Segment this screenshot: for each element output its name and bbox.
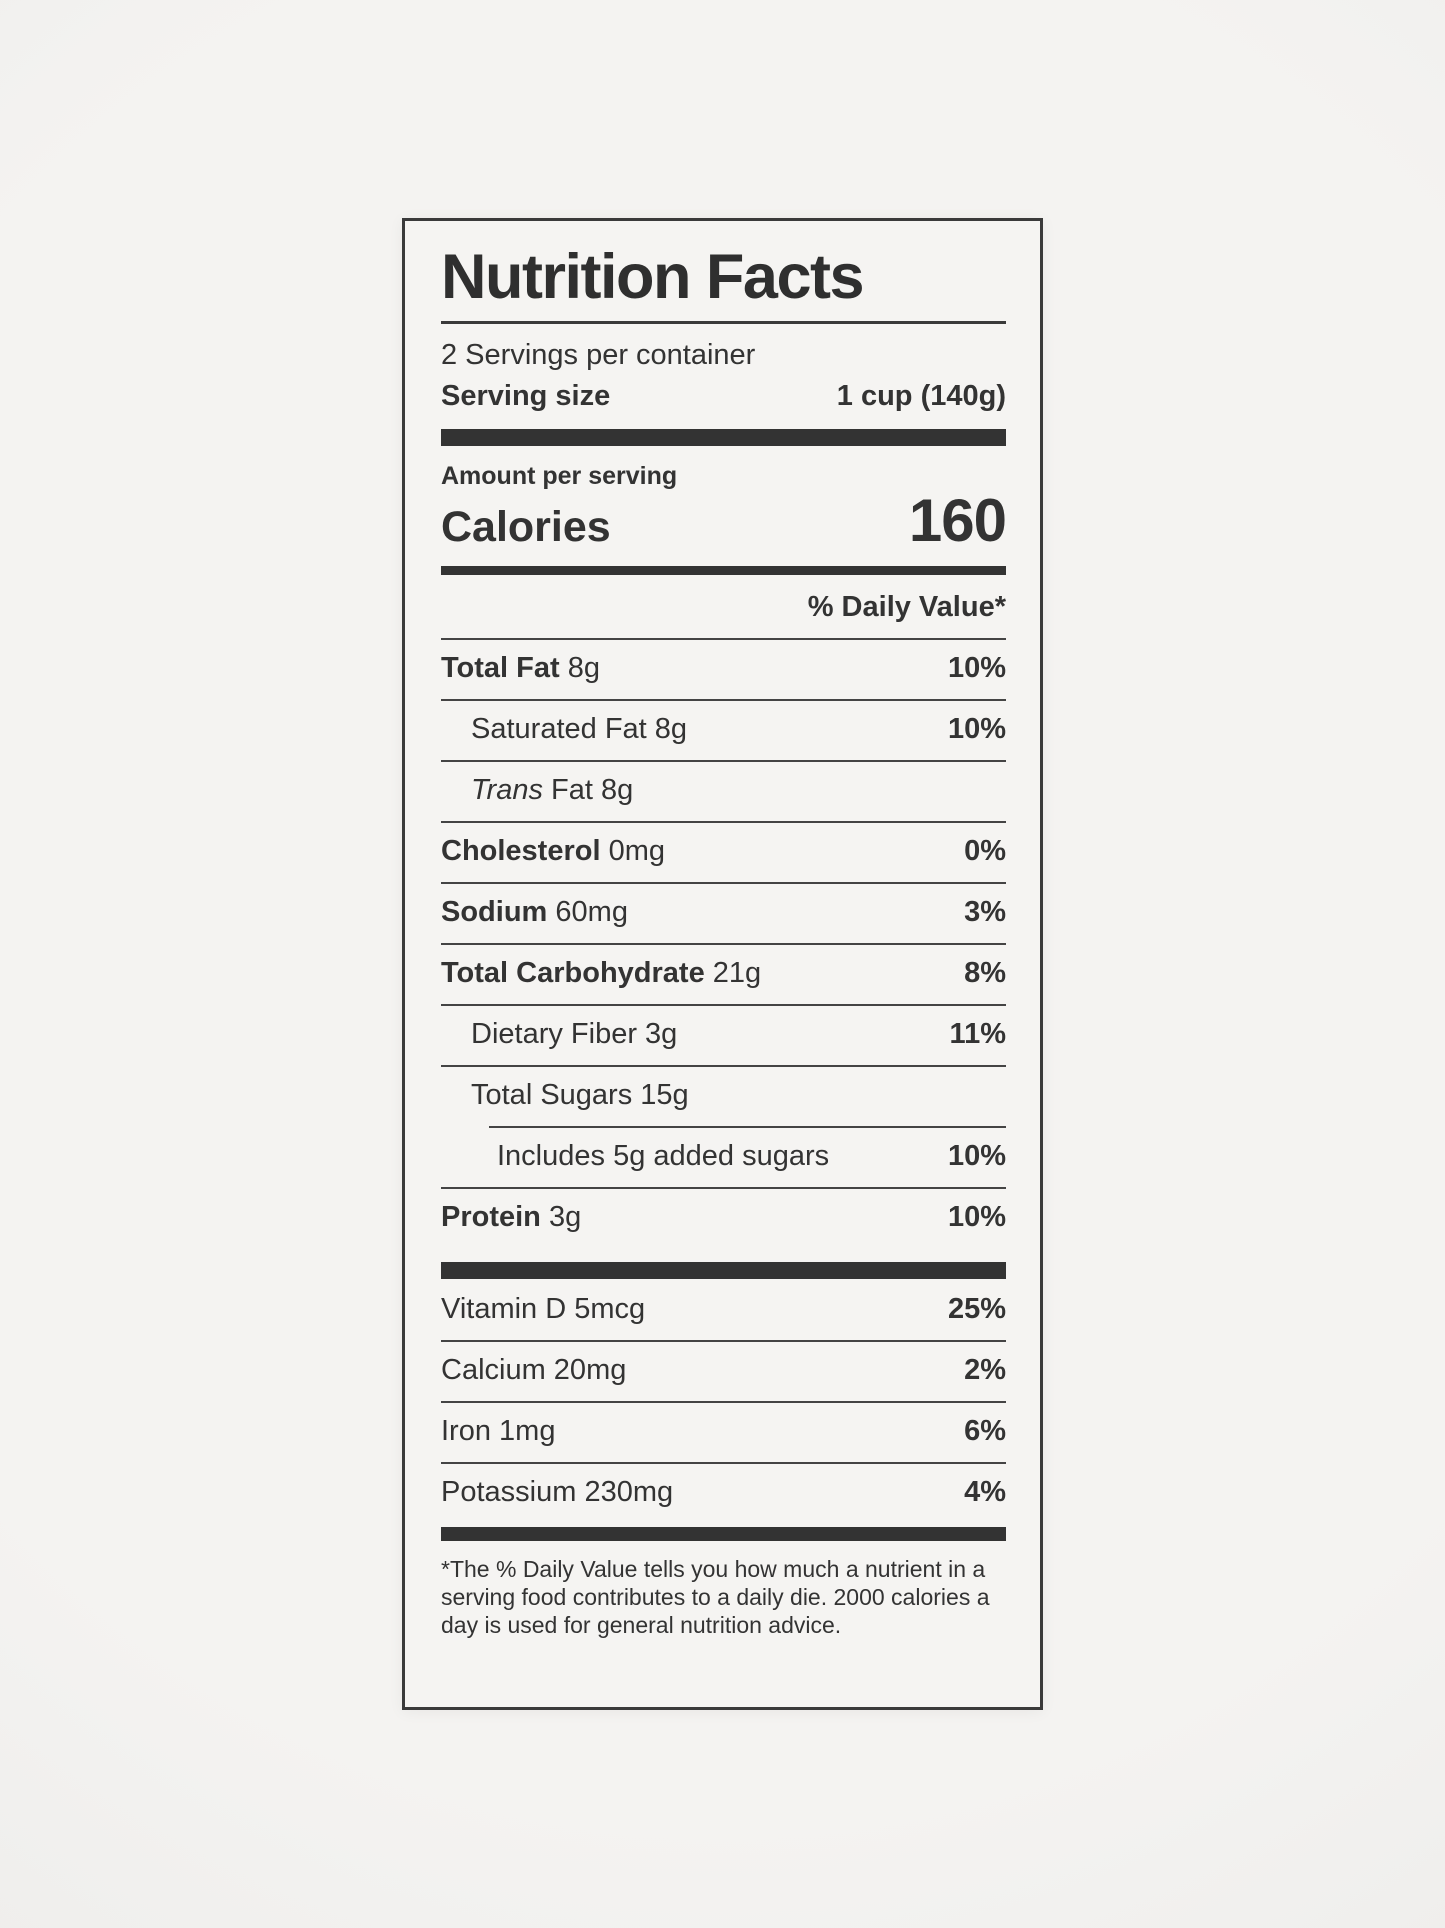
servings-per-container: 2 Servings per container — [441, 339, 756, 372]
row-saturated-fat — [441, 699, 1006, 760]
row-sodium — [441, 882, 1006, 943]
row-potassium — [441, 1462, 1006, 1523]
nutrient-name-amount: Cholesterol 0mg — [441, 835, 666, 868]
footnote-text: *The % Daily Value tells you how much a nutrient in a serving food contributes to a daily die. 2000 calories a day is used for general nutrition advice. — [441, 1556, 990, 1639]
nutrient-name-amount: Includes 5g added sugars — [497, 1140, 830, 1173]
nutrient-name-amount: Total Carbohydrate 21g — [441, 957, 762, 990]
row-cholesterol — [441, 821, 1006, 882]
separator-bar-medium — [441, 566, 1006, 575]
row-trans — [441, 760, 1006, 821]
row-protein — [441, 1187, 1006, 1248]
daily-value-header: % Daily Value* — [807, 591, 1006, 624]
row-dietary-fiber — [441, 1004, 1006, 1065]
separator-bar-footer — [441, 1527, 1006, 1541]
daily-value-percent: 10% — [947, 713, 1006, 746]
row-vitamin-d — [441, 1279, 1006, 1340]
label-title: Nutrition Facts — [441, 243, 1006, 324]
daily-value-percent: 6% — [964, 1415, 1006, 1448]
separator-bar-thick-top — [441, 429, 1006, 446]
nutrient-name-amount: Saturated Fat 8g — [471, 713, 688, 746]
nutrient-name-amount: Dietary Fiber 3g — [471, 1018, 678, 1051]
nutrient-name-amount: Vitamin D 5mcg — [441, 1293, 646, 1326]
daily-value-percent: 10% — [947, 1201, 1006, 1234]
nutrient-name-amount: Total Fat 8g — [441, 652, 601, 685]
row-total-carbohydrate — [441, 943, 1006, 1004]
daily-value-percent: 8% — [964, 957, 1006, 990]
daily-value-percent: 2% — [964, 1354, 1006, 1387]
daily-value-percent: 10% — [947, 1140, 1006, 1173]
daily-value-percent: 4% — [964, 1476, 1006, 1509]
nutrient-name-amount: Iron 1mg — [441, 1415, 556, 1448]
daily-value-percent: 25% — [947, 1293, 1006, 1326]
serving-size-value: 1 cup (140g) — [836, 380, 1006, 413]
nutrient-name-amount: Trans Fat 8g — [471, 774, 634, 807]
daily-value-percent: 10% — [947, 652, 1006, 685]
row-includes-5g-added-sugars — [441, 1126, 1006, 1187]
separator-bar-thick-middle — [441, 1262, 1006, 1279]
nutrient-name-amount: Sodium 60mg — [441, 896, 628, 929]
nutrient-name-amount: Calcium 20mg — [441, 1354, 627, 1387]
calories-row — [441, 487, 1006, 556]
daily-value-percent: 11% — [949, 1018, 1006, 1051]
row-iron — [441, 1401, 1006, 1462]
row-calcium — [441, 1340, 1006, 1401]
nutrient-name-amount: Potassium 230mg — [441, 1476, 674, 1509]
nutrient-name-amount: Protein 3g — [441, 1201, 582, 1234]
calories-value: 160 — [908, 487, 1006, 555]
nutrient-name-amount: Total Sugars 15g — [471, 1079, 689, 1112]
serving-size-label: Serving size — [441, 380, 611, 413]
serving-size-row — [441, 380, 1006, 413]
calories-label: Calories — [441, 503, 611, 552]
amount-per-serving-label: Amount per serving — [441, 462, 678, 491]
daily-value-percent: 0% — [964, 835, 1006, 868]
row-total-sugars — [441, 1065, 1006, 1126]
vitamin-rows — [441, 1279, 1006, 1523]
nutrient-rows — [441, 638, 1006, 1248]
nutrition-facts-label — [402, 218, 1043, 1710]
daily-value-percent: 3% — [964, 896, 1006, 929]
row-total-fat — [441, 638, 1006, 699]
